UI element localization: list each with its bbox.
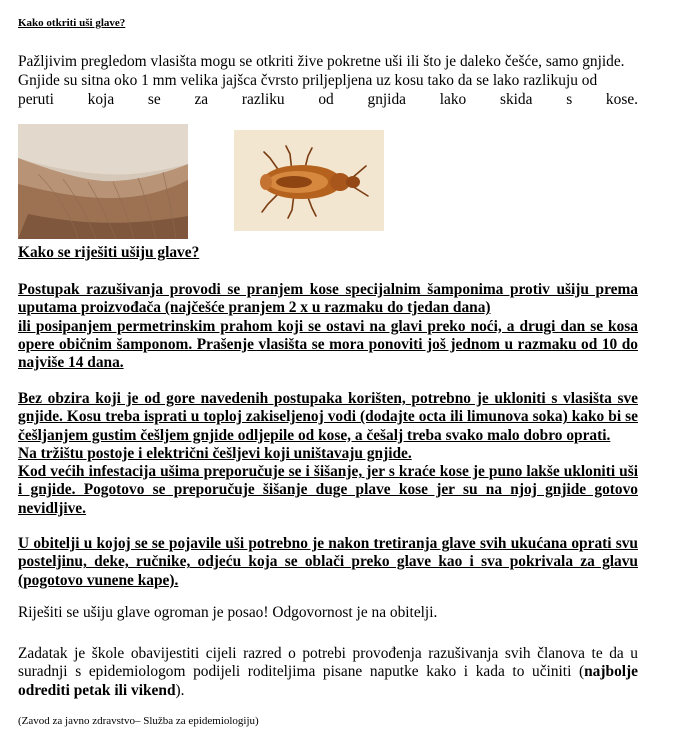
school-block bbox=[18, 645, 638, 700]
removal-text-1: Bez obzira koji je od gore navedenih postupaka korišten, potrebno je ukloniti s vlasišta sve gnjide. Kosu treba isprati u toploj zakiseljenoj vodi (dodajte octa ili limunova soka) kako bi se češljanjem gustim češljem gnjide odljepile od kose, a češalj treba svako malo dobro oprati. bbox=[18, 390, 638, 444]
treatment-text-2: ili posipanjem permetrinskim prahom koji se ostavi na glavi preko noći, a drugi dan se kosa opere običnim šamponom. Prašenje vlasišta se mora ponoviti još jednom u razmaku od 10 do najviše 14 dana. bbox=[18, 317, 638, 372]
louse-photo bbox=[234, 130, 384, 231]
responsibility-text: Riješiti se ušiju glave ogroman je posao! Odgovornost je na obitelji. bbox=[18, 604, 438, 621]
intro-line-2: Gnjide su sitna oko 1 mm velika jajšca čvrsto priljepljena uz kosu tako da se lako razlikuju od bbox=[18, 72, 598, 89]
treatment-text-1: Postupak razušivanja provodi se pranjem kose specijalnim šamponima protiv ušiju prema uputama proizvođača (najčešće pranjem 2 x u razmaku do tjedan dana) bbox=[18, 281, 638, 317]
school-end: ). bbox=[175, 681, 185, 699]
document-title: Kako otkriti uši glave? bbox=[18, 17, 126, 29]
intro-line-1: Pažljivim pregledom vlasišta mogu se otkriti žive pokretne uši ili što je daleko češće, samo gnjide. bbox=[18, 53, 625, 70]
school-paragraph bbox=[18, 645, 638, 700]
school-bold-text: najbolje odrediti petak ili vikend bbox=[18, 663, 638, 699]
responsibility-block bbox=[18, 604, 638, 622]
intro-paragraph bbox=[18, 52, 638, 109]
removal-text-2: Na tržištu postoje i električni češljevi koji uništavaju gnjide. bbox=[18, 444, 412, 462]
source-footer: (Zavod za javno zdravstvo– Služba za epidemiologiju) bbox=[18, 715, 259, 727]
removal-text-3: Kod većih infestacija ušima preporučuje se i šišanje, jer s kraće kose je puno lakše ukloniti uši i gnjide. Pogotovo se preporučuje šišanje duge plave kose jer su na njoj gnjide gotovo nevidljive. bbox=[18, 463, 638, 517]
family-block bbox=[18, 535, 638, 590]
treatment-block bbox=[18, 281, 638, 372]
school-text: Zadatak je škole obavijestiti cijeli razred o potrebi provođenja razušivanja svih članova te da u suradnji s epidemiologom podijeli roditeljima pisane naputke kako i kada to učiniti ( bbox=[18, 645, 638, 681]
intro-line-3: peruti koja se za razliku od gnjida lako skida s kose. bbox=[18, 91, 638, 108]
scalp-photo bbox=[18, 124, 188, 239]
section-title: Kako se riješiti ušiju glave? bbox=[18, 244, 200, 261]
removal-block bbox=[18, 390, 638, 518]
family-text: U obitelji u kojoj se se pojavile uši potrebno je nakon tretiranja glave svih ukućana oprati svu posteljinu, deke, ručnike, odjeću koja se oblači preko glave kao i sva pokrivala za glavu (pogotovo vunene kape). bbox=[18, 535, 638, 589]
